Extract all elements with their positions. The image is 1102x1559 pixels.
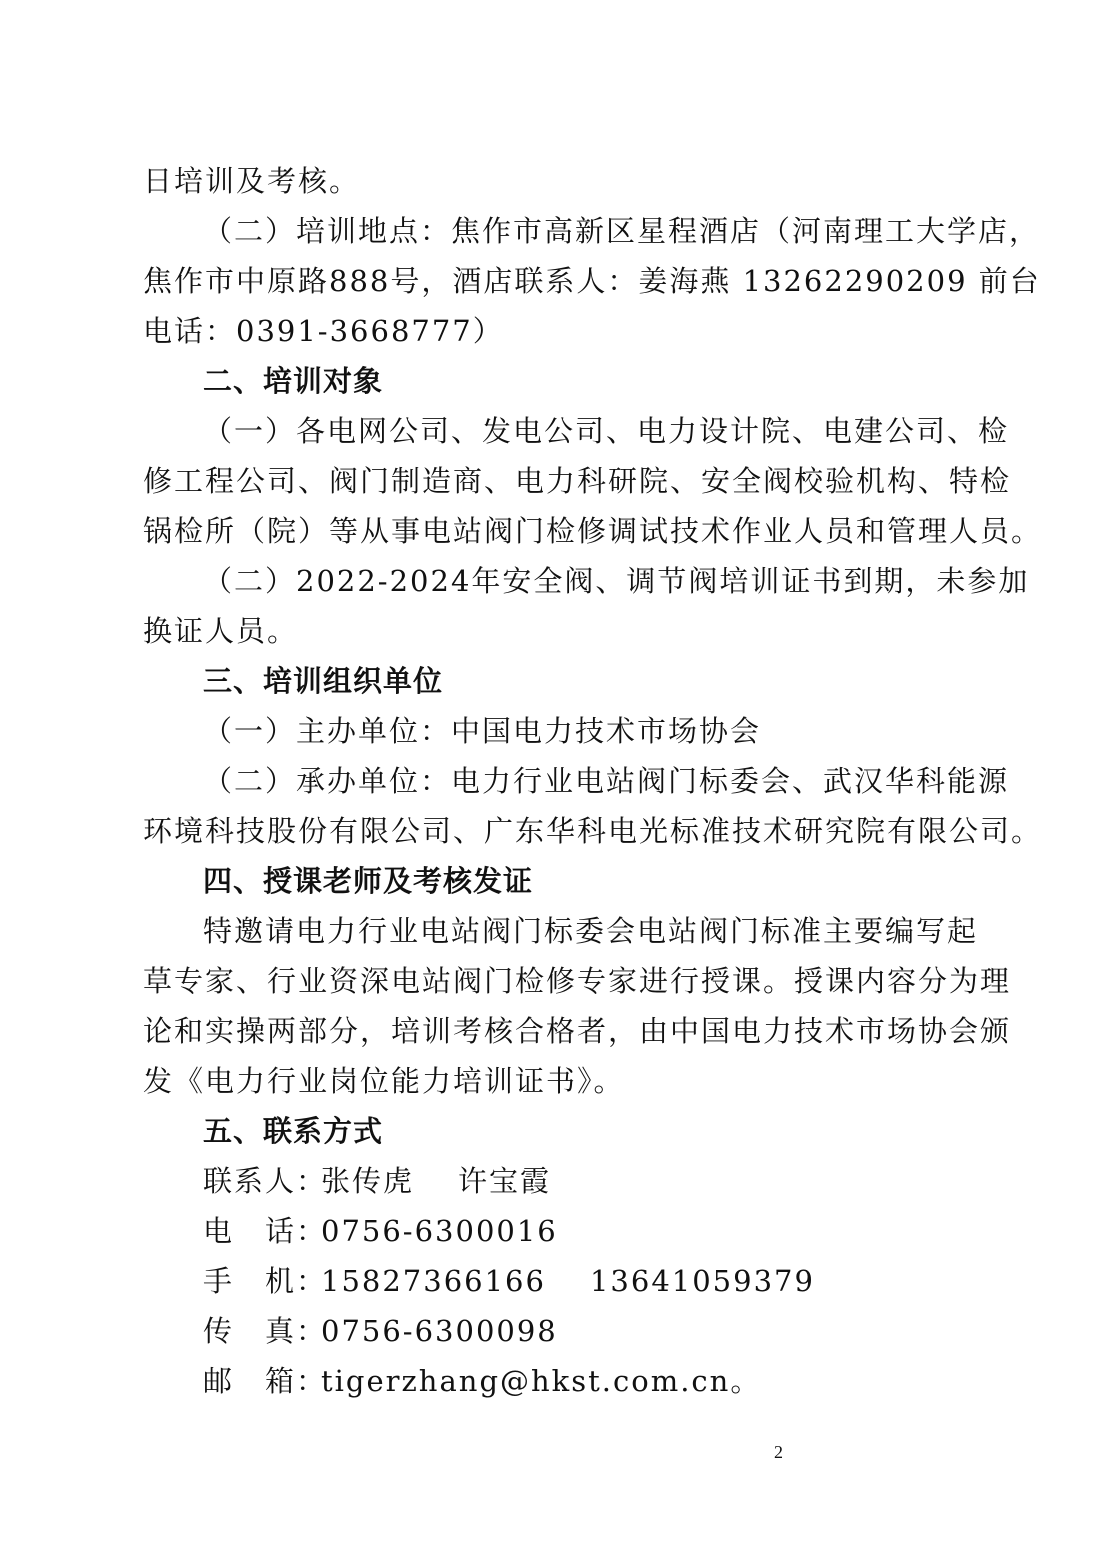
- phone-value: 0756-6300016: [321, 1214, 558, 1248]
- email-value: tigerzhang@hkst.com.cn。: [321, 1364, 762, 1398]
- email-label: 邮 箱：: [203, 1364, 328, 1398]
- paragraph-line: 换证人员。: [143, 614, 299, 648]
- section-heading-training-target: 二、培训对象: [203, 364, 384, 398]
- mobile-row: [203, 1262, 815, 1300]
- fax-label: 传 真：: [203, 1314, 328, 1348]
- mobile-label: 手 机：: [203, 1264, 328, 1298]
- paragraph-line: 草专家、行业资深电站阀门检修专家进行授课。授课内容分为理: [143, 964, 1012, 998]
- paragraph-line: （二）2022-2024年安全阀、调节阀培训证书到期，未参加: [203, 564, 1030, 598]
- paragraph-line: 特邀请电力行业电站阀门标委会电站阀门标准主要编写起: [203, 914, 979, 948]
- paragraph-line: （一）主办单位：中国电力技术市场协会: [203, 714, 762, 748]
- contact-person-name: 许宝霞: [458, 1164, 552, 1198]
- paragraph-line: 焦作市中原路888号，酒店联系人：姜海燕 13262290209 前台: [143, 264, 1041, 298]
- mobile-value: 13641059379: [589, 1264, 815, 1298]
- contact-person-name: 张传虎: [321, 1164, 415, 1198]
- paragraph-line: 日培训及考核。: [143, 164, 361, 198]
- paragraph-line: 论和实操两部分，培训考核合格者，由中国电力技术市场协会颁: [143, 1014, 1012, 1048]
- contact-person-row: [203, 1162, 551, 1200]
- paragraph-line: 电话：0391-3668777）: [143, 314, 504, 348]
- paragraph-line: 修工程公司、阀门制造商、电力科研院、安全阀校验机构、特检: [143, 464, 1012, 498]
- training-location-line: （二）培训地点：焦作市高新区星程酒店（河南理工大学店，: [203, 214, 1041, 248]
- paragraph-line: 发《电力行业岗位能力培训证书》。: [143, 1064, 625, 1098]
- email-row: [203, 1362, 761, 1400]
- section-heading-contact: 五、联系方式: [203, 1114, 384, 1148]
- paragraph-line: 环境科技股份有限公司、广东华科电光标准技术研究院有限公司。: [143, 814, 1043, 848]
- section-heading-organizers: 三、培训组织单位: [203, 664, 444, 698]
- fax-value: 0756-6300098: [321, 1314, 558, 1348]
- page-number: 2: [774, 1442, 783, 1462]
- section-heading-teachers: 四、授课老师及考核发证: [203, 864, 534, 898]
- phone-label: 电 话：: [203, 1214, 328, 1248]
- paragraph-line: 锅检所（院）等从事电站阀门检修调试技术作业人员和管理人员。: [143, 514, 1043, 548]
- phone-row: [203, 1212, 558, 1250]
- paragraph-line: （一）各电网公司、发电公司、电力设计院、电建公司、检: [203, 414, 1010, 448]
- paragraph-line: （二）承办单位：电力行业电站阀门标委会、武汉华科能源: [203, 764, 1010, 798]
- contact-label: 联系人：: [203, 1164, 328, 1198]
- mobile-value: 15827366166: [321, 1264, 546, 1298]
- fax-row: [203, 1312, 558, 1350]
